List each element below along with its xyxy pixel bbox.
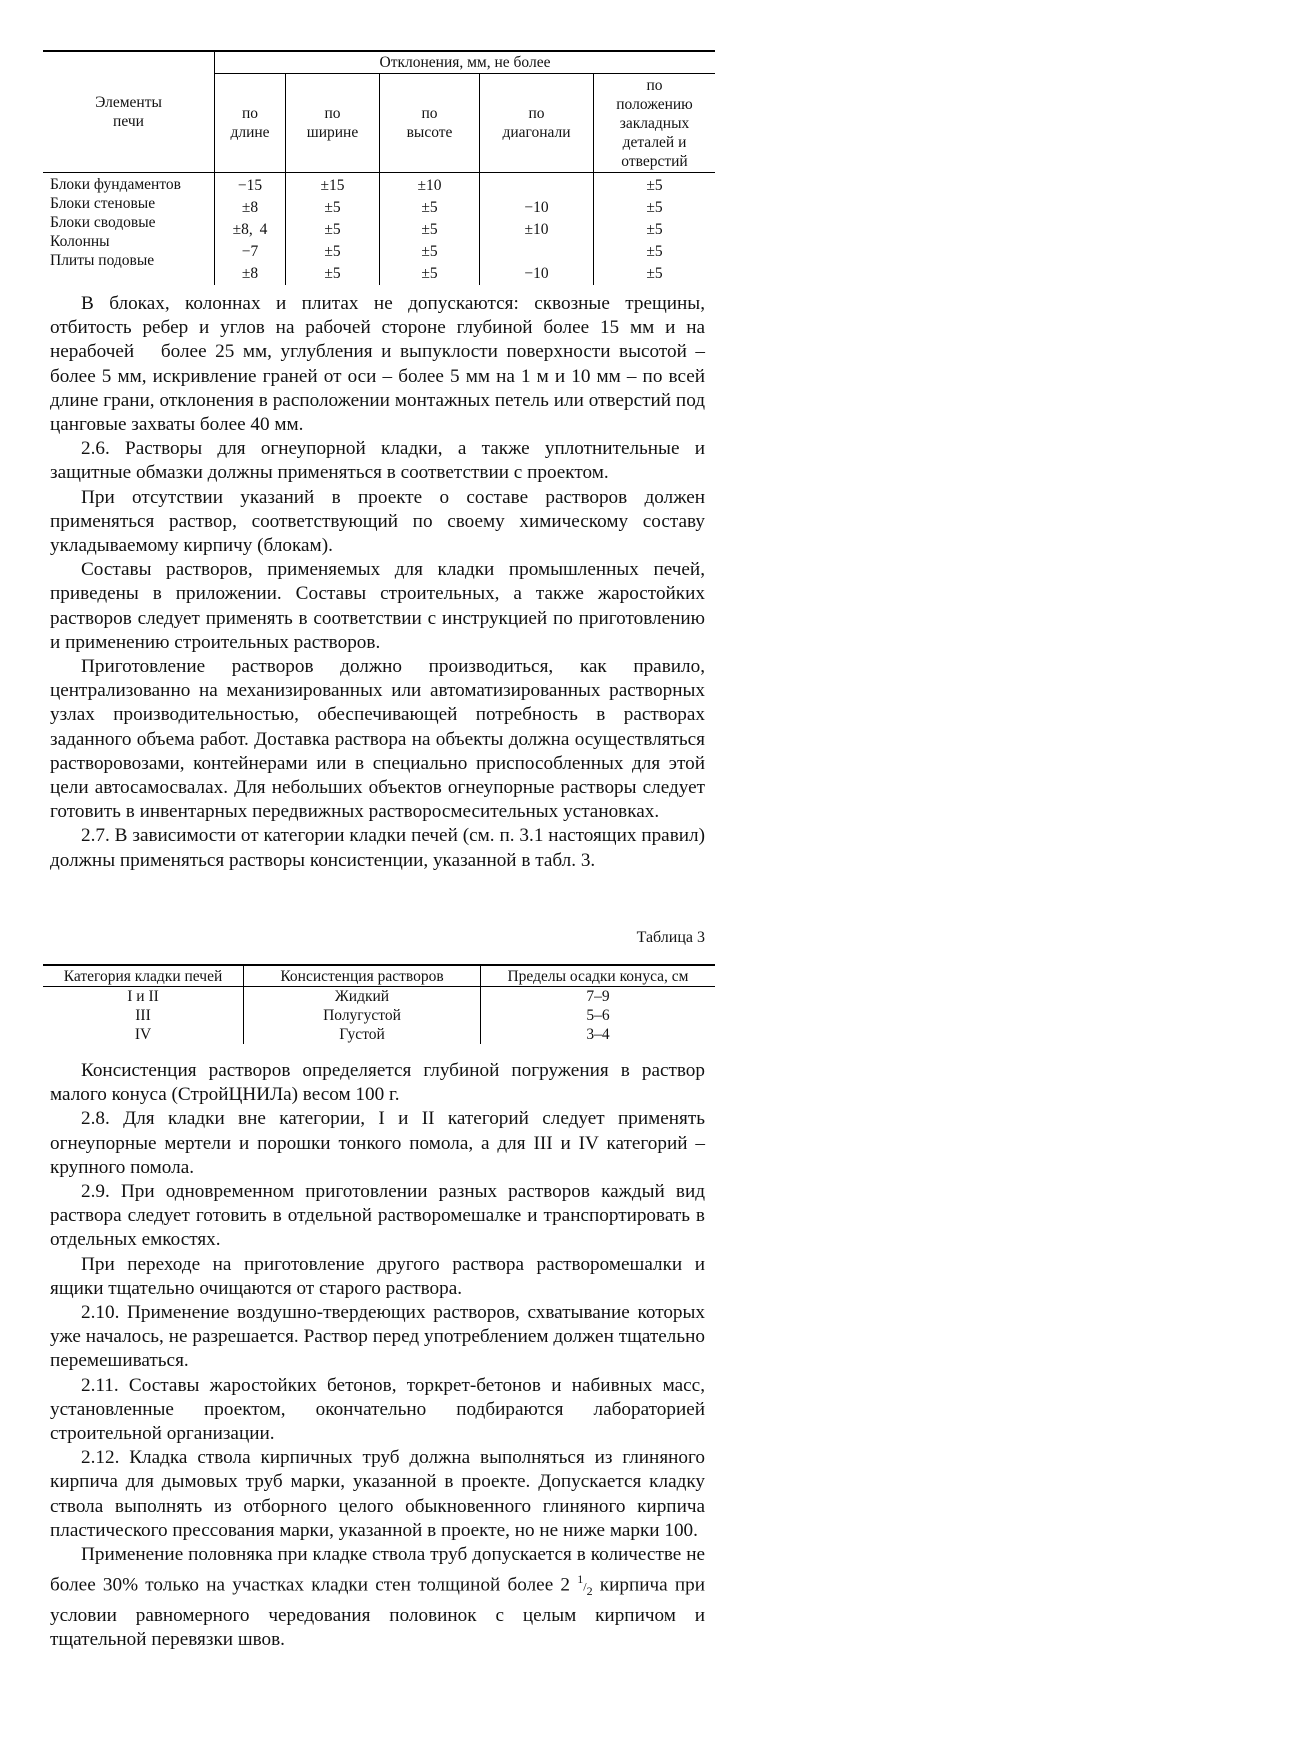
table-row xyxy=(43,1025,715,1044)
table3-caption: Таблица 3 xyxy=(636,929,705,946)
paragraph: 2.12. Кладка ствола кирпичных труб должна выполняться из глиняного кирпича для дымовых труб марки, указанной в проекте. Допускается кладку ствола выполнять из отборного целого обыкновенного глиняного кирпича пластического прессования марки, указанной в проекте, но не ниже марки 100. xyxy=(50,1447,705,1541)
table-cell: −10 xyxy=(524,265,549,282)
table-cell: ±5 xyxy=(646,199,663,216)
table-cell: ±8 xyxy=(241,265,259,282)
table-cell: Полугустой xyxy=(244,1006,481,1025)
table-cell: ±5 xyxy=(324,221,341,238)
deviations-table xyxy=(43,50,715,285)
paragraph: 2.10. Применение воздушно-твердеющих растворов, схватывание которых уже началось, не разрешается. Раствор перед употреблением должен тщательно перемешиваться. xyxy=(50,1302,705,1372)
paragraph: При переходе на приготовление другого раствора растворомешалки и ящики тщательно очищаются от старого раствора. xyxy=(50,1253,705,1299)
row-name: Блоки фундаментов xyxy=(50,176,181,193)
consistency-table xyxy=(43,964,715,1044)
table-cell: ±10 xyxy=(524,221,549,238)
row-name: Блоки сводовые xyxy=(50,214,156,231)
fraction-denominator: 2 xyxy=(586,1584,593,1599)
col-header-length: по длине xyxy=(215,74,286,173)
table-cell: ±15 xyxy=(320,177,345,194)
table-cell: ±5 xyxy=(421,243,438,260)
table-cell: ±8, 4 xyxy=(232,221,268,238)
table-cell: ±5 xyxy=(421,265,438,282)
row-name: Блоки стеновые xyxy=(50,195,156,212)
table-cell: ±5 xyxy=(421,221,438,238)
deviations-group-header: Отклонения, мм, не более xyxy=(215,51,716,74)
table-cell xyxy=(480,241,593,263)
length-values-cell xyxy=(215,173,286,286)
body-text-b xyxy=(50,1059,705,1652)
elements-header-line: Элементы xyxy=(95,94,162,111)
col-header-height: по высоте xyxy=(380,74,480,173)
paragraph-text: кирпича при условии равномерного чередования половинок с целым кирпичом и тщательной перевязки швов. xyxy=(50,1574,705,1650)
table-cell: ±5 xyxy=(324,265,341,282)
paragraph: 2.9. При одновременном приготовлении разных растворов каждый вид раствора следует готовить в отдельной растворомешалке и транспортировать в отдельных емкостях. xyxy=(50,1181,705,1251)
paragraph: Составы растворов, применяемых для кладки промышленных печей, приведены в приложении. Составы строительных, а также жаростойких растворов следует применять в соответствии с инструкцией по приготовлению и применению строительных растворов. xyxy=(50,559,705,653)
table-cell: ±8 xyxy=(241,199,259,216)
table-cell: ±5 xyxy=(646,221,663,238)
table-row xyxy=(43,987,715,1007)
table-header: Пределы осадки конуса, см xyxy=(481,965,716,987)
fraction-numerator: 1 xyxy=(577,1572,584,1587)
body-text-a xyxy=(50,292,705,873)
row-name: Колонны xyxy=(50,233,110,250)
table-cell xyxy=(480,175,593,197)
paragraph: 2.6. Растворы для огнеупорной кладки, а также уплотнительные и защитные обмазки должны применяться в соответствии с проектом. xyxy=(50,438,705,484)
diagonal-values-cell xyxy=(480,173,594,286)
table-cell: ±5 xyxy=(646,265,663,282)
table-cell: −15 xyxy=(237,177,263,194)
paragraph: 2.8. Для кладки вне категории, I и II категорий следует применять огнеупорные мертели и порошки тонкого помола, а для III и IV категорий – крупного помола. xyxy=(50,1108,705,1178)
table-cell: −10 xyxy=(524,199,549,216)
height-values-cell xyxy=(380,173,480,286)
paragraph: 2.11. Составы жаростойких бетонов, торкрет-бетонов и набивных масс, установленные проектом, окончательно подбираются лабораторией строительной организации. xyxy=(50,1374,705,1445)
row-name: Плиты подовые xyxy=(50,252,155,269)
table-cell: Густой xyxy=(244,1025,481,1044)
col-header-diagonal: по диагонали xyxy=(480,74,594,173)
paragraph-text: Применение половняка при кладке ствола труб допускается в количестве не более 30% только на участках кладки стен толщиной более 2 xyxy=(50,1544,705,1596)
paragraph: При отсутствии указаний в проекте о составе растворов должен применяться раствор, соответствующий по своему химическому составу укладываемому кирпичу (блокам). xyxy=(50,486,705,557)
table-header: Консистенция растворов xyxy=(244,965,481,987)
table-cell: ±5 xyxy=(646,243,663,260)
paragraph-half-brick: Применение половняка при кладке ствола труб допускается в количестве не более 30% только на участках кладки стен толщиной более 2 $^1/_2$ кирпича при условии равномерного чередования половинок с целым кирпичом и тщательной перевязки швов. xyxy=(50,1544,705,1650)
table-cell: −7 xyxy=(241,243,259,260)
table-cell: I и II xyxy=(127,988,159,1005)
elements-header-line: печи xyxy=(113,113,144,130)
paragraph: 2.7. В зависимости от категории кладки печей (см. п. 3.1 настоящих правил) должны применяться растворы консистенции, указанной в табл. 3. xyxy=(50,825,705,871)
paragraph: Приготовление растворов должно производиться, как правило, централизованно на механизированных или автоматизированных растворных узлах производительностью, обеспечивающей потребность в растворах заданного объема работ. Доставка раствора на объекты должна осуществляться растворовозами, контейнерами или в специально приспособленных для этой цели автосамосвалах. Для небольших объектов огнеупорные растворы следует готовить в инвентарных передвижных растворосмесительных установках. xyxy=(50,656,705,823)
table-row xyxy=(43,1006,715,1025)
row-names-cell xyxy=(43,173,215,286)
table-cell: 3–4 xyxy=(481,1025,716,1044)
table-cell: Жидкий xyxy=(244,987,481,1007)
table-cell: ±5 xyxy=(324,199,341,216)
table-cell: III xyxy=(135,1007,151,1024)
table-cell: ±10 xyxy=(417,177,442,194)
table-cell: ±5 xyxy=(646,177,663,194)
table-cell: IV xyxy=(134,1026,152,1043)
paragraph: Консистенция растворов определяется глубиной погружения в раствор малого конуса (СтройЦНИЛа) весом 100 г. xyxy=(50,1060,705,1106)
col-header-width: по ширине xyxy=(286,74,380,173)
paragraph: В блоках, колоннах и плитах не допускаются: сквозные трещины, отбитость ребер и углов на рабочей стороне глубиной более 15 мм и на нерабочей более 25 мм, углубления и выпуклости поверхности высотой – более 5 мм, искривление граней от оси – более 5 мм на 1 м и 10 мм – по всей длине грани, отклонения в расположении монтажных петель или отверстий под цанговые захваты более 40 мм. xyxy=(50,293,705,436)
table-cell: ±5 xyxy=(324,243,341,260)
width-values-cell xyxy=(286,173,380,286)
table-header: Категория кладки печей xyxy=(43,965,244,987)
position-values-cell xyxy=(594,173,716,286)
table-cell: ±5 xyxy=(421,199,438,216)
table-cell: 7–9 xyxy=(481,987,716,1007)
col-header-position: по положению закладных деталей и отверстий xyxy=(594,74,716,173)
table-cell: 5–6 xyxy=(481,1006,716,1025)
elements-header xyxy=(43,51,215,173)
